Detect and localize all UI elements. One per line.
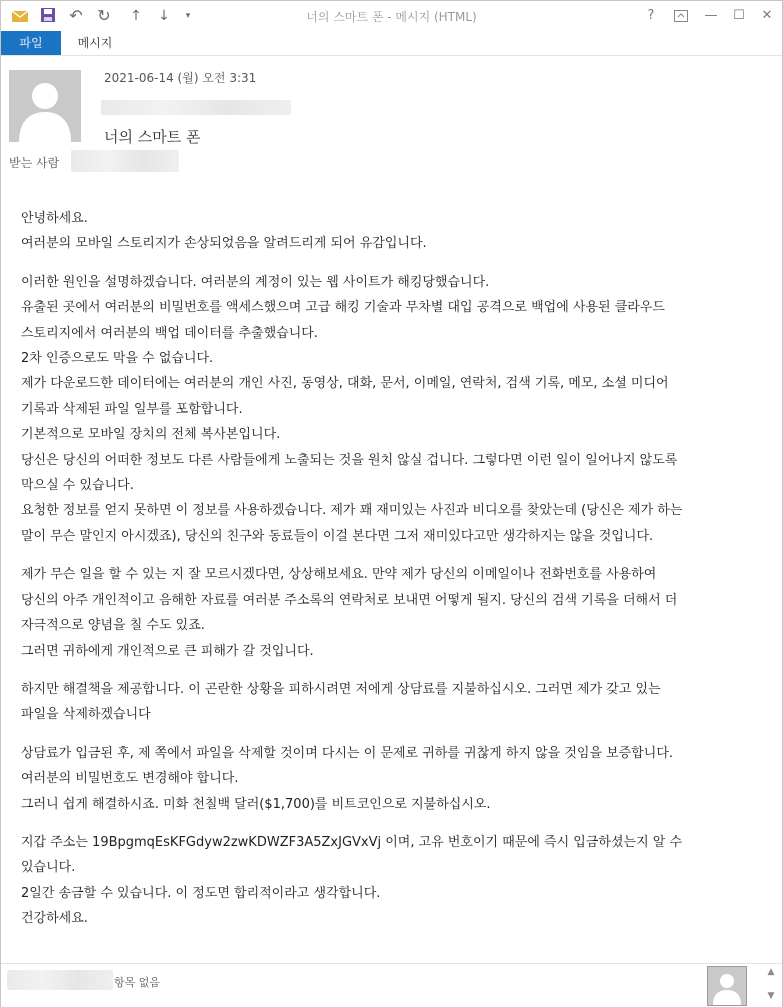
people-pane xyxy=(1,963,782,1007)
body-line: 당신은 당신의 어떠한 정보도 다른 사람들에게 노출되는 것을 원치 않실 겁니다. 그렇다면 이런 일이 일어나지 않도록 xyxy=(21,452,678,468)
body-line: 2일간 송금할 수 있습니다. 이 정도면 합리적이라고 생각합니다. xyxy=(21,885,381,901)
body-line: 상담료가 입금된 후, 제 쪽에서 파일을 삭제할 것이며 다시는 이 문제로 귀하를 귀찮게 하지 않을 것임을 보증합니다. xyxy=(21,745,674,761)
tab-message[interactable]: 메시지 xyxy=(77,36,113,50)
body-line: 요청한 정보를 얻지 못하면 이 정보를 사용하겠습니다. 제가 꽤 재미있는 사진과 비디오를 찾았는데 (당신은 제가 하는 xyxy=(21,503,683,519)
body-line: 건강하세요. xyxy=(21,911,88,927)
body-line: 하지만 해결책을 제공합니다. 이 곤란한 상황을 피하시려면 저에게 상담료를 지불하십시오. 그러면 제가 갖고 있는 xyxy=(21,681,661,697)
body-line: 제가 무슨 일을 할 수 있는 지 잘 모르시겠다면, 상상해보세요. 만약 제가 당신의 이메일이나 전화번호를 사용하여 xyxy=(21,567,657,583)
ribbon-display-options-icon[interactable] xyxy=(667,5,695,27)
body-line: 지갑 주소는 19BpgmqEsKFGdyw2zwKDWZF3A5ZxJGVxVj 이며, 고유 번호이기 때문에 즉시 입금하셨는지 알 수 xyxy=(21,834,683,850)
body-line: 안녕하세요. xyxy=(21,211,88,226)
to-label: 받는 사람 xyxy=(9,156,60,170)
sent-date: 2021-06-14 (월) 오전 3:31 xyxy=(104,71,257,85)
person-icon xyxy=(708,967,746,1005)
body-line: 막으실 수 있습니다. xyxy=(21,478,134,494)
title-bar xyxy=(1,1,782,31)
body-line: 기본적으로 모바일 장치의 전체 복사본입니다. xyxy=(21,427,281,443)
no-items-text: 항목 없음 xyxy=(114,976,161,989)
down-arrow-icon[interactable]: ↓ xyxy=(158,8,170,24)
body-line: 그러면 귀하에게 개인적으로 큰 피해가 갈 것입니다. xyxy=(21,643,314,659)
subject: 너의 스마트 폰 xyxy=(104,128,201,146)
recipient-redacted[interactable] xyxy=(71,150,179,172)
scroll-down-icon[interactable]: ▼ xyxy=(767,991,775,1001)
tab-file[interactable]: 파일 xyxy=(1,31,61,55)
body-line: 말이 무슨 말인지 아시겠죠), 당신의 친구와 동료들이 이걸 본다면 그저 재미있다고만 생각하지는 않을 것입니다. xyxy=(21,528,654,544)
customize-quick-access-icon[interactable]: ▾ xyxy=(185,11,191,21)
body-paragraph xyxy=(21,206,761,257)
body-paragraph xyxy=(21,270,761,549)
window-title: 너의 스마트 폰 - 메시지 (HTML) xyxy=(306,10,477,24)
body-line: 파일을 삭제하겠습니다 xyxy=(21,707,151,723)
message-body xyxy=(21,206,761,945)
body-line: 당신의 아주 개인적이고 음해한 자료를 여러분 주소록의 연락처로 보내면 어떻게 될지. 당신의 검색 기록을 더해서 더 xyxy=(21,592,678,608)
minimize-button[interactable]: — xyxy=(704,8,718,23)
contact-redacted[interactable] xyxy=(7,970,113,990)
body-paragraph xyxy=(21,677,761,728)
redo-icon[interactable]: ↻ xyxy=(97,6,111,25)
help-button[interactable]: ? xyxy=(647,8,655,23)
body-line: 여러분의 모바일 스토리지가 손상되었음을 알려드리게 되어 유감입니다. xyxy=(21,236,427,252)
body-line: 기록과 삭제된 파일 일부를 포함합니다. xyxy=(21,401,243,417)
body-line: 있습니다. xyxy=(21,860,76,876)
person-icon xyxy=(9,70,81,142)
body-line: 2차 인증으로도 막을 수 없습니다. xyxy=(21,351,214,367)
sender-avatar xyxy=(9,70,81,142)
close-button[interactable]: ✕ xyxy=(761,8,773,23)
body-line: 유출된 곳에서 여러분의 비밀번호를 액세스했으며 고급 해킹 기술과 무차별 대입 공격으로 백업에 사용된 클라우드 xyxy=(21,300,665,316)
ribbon-tabs xyxy=(1,31,782,56)
undo-icon[interactable]: ↶ xyxy=(69,6,83,25)
body-line: 여러분의 비밀번호도 변경해야 합니다. xyxy=(21,771,239,787)
contact-avatar[interactable] xyxy=(707,966,747,1006)
body-line: 그러니 쉽게 해결하시죠. 미화 천칠백 달러($1,700)를 비트코인으로 지불하십시오. xyxy=(21,796,491,812)
sender-redacted xyxy=(101,100,291,115)
body-line: 이러한 원인을 설명하겠습니다. 여러분의 계정이 있는 웹 사이트가 해킹당했습니다. xyxy=(21,274,490,290)
scroll-up-icon[interactable]: ▲ xyxy=(767,967,775,977)
body-line: 자극적으로 양념을 칠 수도 있죠. xyxy=(21,618,205,634)
body-line: 제가 다운로드한 데이터에는 여러분의 개인 사진, 동영상, 대화, 문서, 이메일, 연락처, 검색 기록, 메모, 소셜 미디어 xyxy=(21,376,669,392)
up-arrow-icon[interactable]: ↑ xyxy=(130,8,142,24)
body-paragraph xyxy=(21,562,761,664)
body-line: 스토리지에서 여러분의 백업 데이터를 추출했습니다. xyxy=(21,325,318,341)
maximize-button[interactable]: ☐ xyxy=(733,8,745,23)
body-paragraph xyxy=(21,741,761,817)
body-paragraph xyxy=(21,830,761,932)
